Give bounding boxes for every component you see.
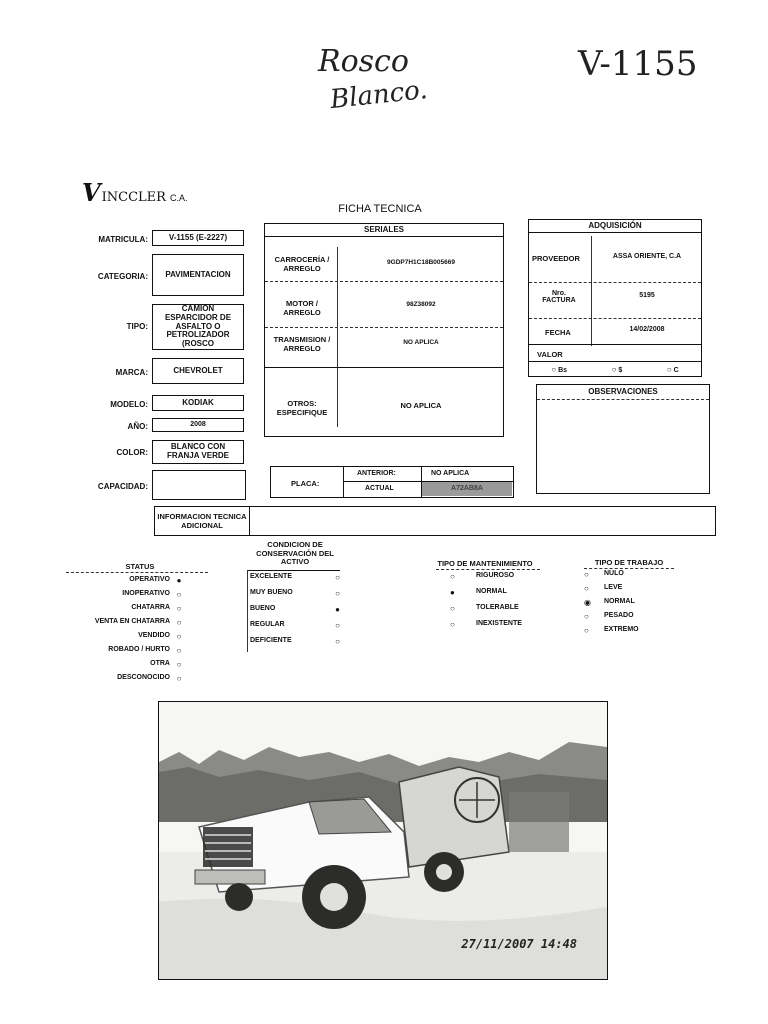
status-option[interactable]: CHATARRA ○ — [68, 604, 188, 618]
serial-value: NO APLICA — [403, 339, 439, 346]
radio-icon: ○ — [584, 612, 589, 621]
info-adicional-label: INFORMACION TECNICA ADICIONAL — [157, 512, 247, 530]
marca-label: MARCA: — [115, 368, 148, 377]
trabajo-option[interactable]: ○ LEVE — [584, 584, 684, 598]
status-title: STATUS — [125, 562, 155, 571]
tipo-value: CAMION ESPARCIDOR DE ASFALTO O PETROLIZADOR (ROSCO — [152, 304, 244, 350]
condicion-title: CONDICION DE CONSERVACIÓN DEL ACTIVO — [256, 540, 334, 567]
logo-mark: V — [82, 178, 101, 207]
factura-value: 5195 — [639, 292, 655, 299]
checked-radio-icon: ◉ — [584, 598, 591, 607]
status-option[interactable]: ROBADO / HURTO ○ — [68, 646, 188, 660]
radio-icon: ○ — [551, 364, 557, 374]
mantenimiento-option[interactable]: ● NORMAL — [450, 588, 550, 604]
trabajo-list — [584, 570, 684, 640]
checked-radio-icon: ● — [450, 588, 455, 597]
mantenimiento-option[interactable]: ○ INEXISTENTE — [450, 620, 550, 636]
matricula-value: V-1155 (E-2227) — [152, 230, 244, 246]
company-logo — [82, 178, 187, 207]
radio-icon: ○ — [335, 621, 340, 630]
seriales-panel — [264, 223, 504, 437]
radio-icon: ○ — [450, 572, 455, 581]
radio-icon: ○ — [335, 637, 340, 646]
vehicle-photo — [158, 701, 608, 980]
radio-icon: ○ — [176, 646, 182, 655]
mantenimiento-option[interactable]: ○ TOLERABLE — [450, 604, 550, 620]
modelo-label: MODELO: — [110, 400, 148, 409]
placa-actual-value: A72AB8A — [422, 482, 512, 496]
color-value: BLANCO CON FRANJA VERDE — [152, 440, 244, 464]
status-option[interactable]: VENDIDO ○ — [68, 632, 188, 646]
status-list — [68, 576, 188, 688]
proveedor-value: ASSA ORIENTE, C.A — [612, 253, 682, 260]
mantenimiento-option[interactable]: ○ RIGUROSO — [450, 572, 550, 588]
placa-panel — [270, 466, 514, 498]
proveedor-label: PROVEEDOR — [532, 254, 580, 263]
radio-icon: ○ — [611, 364, 617, 374]
condicion-option[interactable]: REGULAR ○ — [250, 621, 340, 637]
mantenimiento-list — [450, 572, 550, 636]
mantenimiento-title: TIPO DE MANTENIMIENTO — [437, 559, 533, 568]
fecha-label: FECHA — [545, 328, 571, 337]
trabajo-title: TIPO DE TRABAJO — [594, 558, 664, 567]
checked-radio-icon: ● — [176, 576, 182, 585]
anio-value: 2008 — [152, 418, 244, 432]
condicion-option[interactable]: EXCELENTE ○ — [250, 573, 340, 589]
condicion-list — [250, 573, 340, 653]
radio-icon: ○ — [176, 632, 182, 641]
radio-icon: ○ — [666, 364, 672, 374]
handwritten-note-blanco: Blanco. — [328, 74, 430, 116]
currency-bs[interactable]: ○ Bs — [551, 364, 568, 374]
capacidad-label: CAPACIDAD: — [97, 482, 148, 491]
capacidad-value — [152, 470, 246, 500]
radio-icon: ○ — [176, 618, 182, 627]
radio-icon: ○ — [450, 620, 455, 629]
trabajo-option[interactable]: ○ EXTREMO — [584, 626, 684, 640]
factura-label: Nro. FACTURA — [542, 290, 576, 304]
handwritten-code: V-1155 — [578, 44, 698, 84]
condicion-option[interactable]: DEFICIENTE ○ — [250, 637, 340, 653]
radio-icon: ○ — [335, 589, 340, 598]
matricula-label: MATRICULA: — [98, 235, 148, 244]
serial-row-carroceria — [265, 251, 503, 282]
status-option[interactable]: INOPERATIVO ○ — [68, 590, 188, 604]
placa-actual-label: ACTUAL — [365, 485, 394, 492]
status-option[interactable]: OTRA ○ — [68, 660, 188, 674]
categoria-label: CATEGORIA: — [97, 272, 148, 281]
radio-icon: ○ — [450, 604, 455, 613]
serial-label: OTROS: ESPECIFIQUE — [276, 399, 328, 417]
serial-label: TRANSMISION / ARREGLO — [273, 335, 331, 353]
categoria-value: PAVIMENTACION — [152, 254, 244, 296]
photo-timestamp: 27/11/2007 14:48 — [461, 937, 577, 951]
placa-label: PLACA: — [291, 479, 320, 488]
trabajo-option[interactable]: ○ PESADO — [584, 612, 684, 626]
serial-label: CARROCERÍA / ARREGLO — [274, 255, 330, 273]
condicion-option[interactable]: MUY BUENO ○ — [250, 589, 340, 605]
tipo-label: TIPO: — [126, 322, 148, 331]
radio-icon: ○ — [584, 584, 589, 593]
company-name: INCCLER — [101, 190, 166, 205]
currency-usd[interactable]: ○ $ — [611, 364, 623, 374]
serial-row-transmision — [265, 331, 503, 368]
radio-icon: ○ — [176, 674, 182, 683]
handwritten-note-rosco: Rosco — [318, 44, 409, 79]
adquisicion-title: ADQUISICIÓN — [529, 220, 701, 233]
observaciones-title: OBSERVACIONES — [537, 385, 709, 400]
placa-anterior-label: ANTERIOR: — [357, 470, 396, 477]
condicion-option[interactable]: BUENO ● — [250, 605, 340, 621]
radio-icon: ○ — [176, 604, 182, 613]
currency-row — [529, 363, 701, 375]
serial-label: MOTOR / ARREGLO — [283, 299, 321, 317]
radio-icon: ○ — [335, 573, 340, 582]
serial-value: NO APLICA — [400, 401, 442, 410]
company-suffix: C.A. — [169, 193, 188, 203]
anio-label: AÑO: — [127, 422, 148, 431]
serial-value: 98Z38092 — [406, 301, 436, 308]
observaciones-panel — [536, 384, 710, 494]
info-adicional-bar — [154, 506, 716, 536]
trabajo-option[interactable]: ◉ NORMAL — [584, 598, 684, 612]
valor-label: VALOR — [537, 350, 563, 359]
form-title: FICHA TECNICA — [338, 203, 422, 215]
radio-icon: ○ — [176, 590, 182, 599]
placa-anterior-value: NO APLICA — [431, 470, 470, 477]
serial-row-otros — [265, 373, 503, 433]
status-option[interactable]: DESCONOCIDO ○ — [68, 674, 188, 688]
radio-icon: ○ — [584, 570, 589, 579]
trabajo-option[interactable]: ○ NULO — [584, 570, 684, 584]
marca-value: CHEVROLET — [152, 358, 244, 384]
seriales-title: SERIALES — [265, 224, 503, 237]
serial-row-motor — [265, 293, 503, 328]
modelo-value: KODIAK — [152, 395, 244, 411]
adquisicion-panel — [528, 219, 702, 377]
currency-other[interactable]: ○ C — [666, 364, 679, 374]
status-option[interactable]: OPERATIVO ● — [68, 576, 188, 590]
radio-icon: ○ — [584, 626, 589, 635]
radio-icon: ○ — [176, 660, 182, 669]
serial-value: 9GDP7H1C18B005669 — [387, 259, 455, 266]
checked-radio-icon: ● — [335, 605, 340, 614]
color-label: COLOR: — [116, 448, 148, 457]
status-option[interactable]: VENTA EN CHATARRA ○ — [68, 618, 188, 632]
fecha-value: 14/02/2008 — [629, 326, 665, 333]
